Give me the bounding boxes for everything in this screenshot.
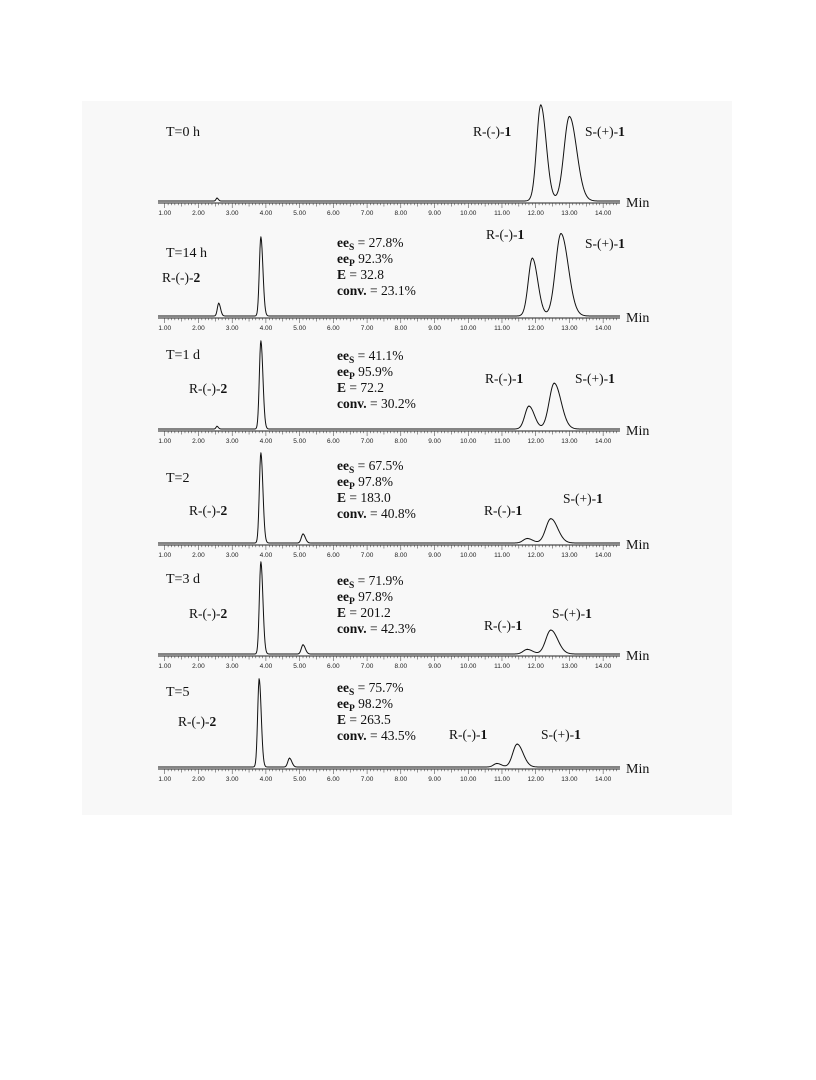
stat-line: E = 201.2 [337,605,391,620]
chromatogram-panel [158,227,649,332]
x-tick-label: 5.00 [293,210,306,217]
stat-line: $ee_P$ 95.9% [337,364,394,382]
x-tick-label: 1.00 [158,776,172,783]
peak-apex-point [496,763,497,764]
x-tick-label: 12.00 [527,552,544,559]
panel-time-label: T=0 h [166,125,200,140]
peak-apex-point [528,406,529,407]
panel-time-label: T=1 d [166,348,200,363]
peak-label: R-(-)-1 [473,124,512,139]
x-tick-label: 11.00 [494,663,510,670]
x-tick-label: 3.00 [225,438,239,445]
axis-unit-label: Min [626,424,650,439]
x-tick-label: 10.00 [460,438,477,445]
stat-line: conv. = 30.2% [337,396,416,411]
axis-unit-label: Min [626,311,650,326]
peak-apex-point [569,116,570,117]
x-tick-label: 6.00 [327,663,340,670]
x-tick-label: 3.00 [225,210,239,217]
peak-apex-point [260,452,261,453]
x-tick-label: 7.00 [360,663,374,670]
x-tick-label: 7.00 [360,552,374,559]
peak-label: R-(-)-2 [189,503,228,518]
chromatogram-panel [158,561,649,670]
x-tick-label: 14.00 [594,210,612,217]
stat-line: conv. = 42.3% [337,621,416,636]
x-tick-label: 8.00 [394,438,408,445]
stat-line: conv. = 23.1% [337,283,416,298]
peak-label: S-(+)-1 [575,371,615,386]
x-tick-label: 10.00 [460,552,477,559]
peak-label: S-(+)-1 [541,727,581,742]
peak-apex-point [517,744,518,745]
x-tick-label: 2.00 [192,438,205,445]
x-tick-label: 7.00 [360,325,374,332]
peak-apex-point [540,104,541,105]
peak-apex-point [302,644,303,645]
x-tick-label: 6.00 [327,438,340,445]
x-tick-label: 4.00 [259,438,273,445]
x-tick-label: 11.00 [494,325,510,332]
x-tick-label: 7.00 [360,210,374,217]
x-tick-label: 4.00 [259,325,273,332]
peak-label: R-(-)-2 [162,270,201,285]
stat-line: $ee_S = 41.1\%$ [337,348,404,366]
x-tick-label: 9.00 [428,552,441,559]
x-tick-label: 11.00 [494,552,510,559]
panel-time-label: T=5 [166,685,190,700]
stat-line: E = 32.8 [337,267,385,282]
panel-time-label: T=2 [166,471,190,486]
x-tick-label: 5.00 [293,663,306,670]
peak-label: R-(-)-2 [189,381,228,396]
x-tick-label: 1.00 [158,438,172,445]
x-tick-label: 11.00 [494,438,510,445]
stat-line: E = 72.2 [337,380,385,395]
x-tick-label: 3.00 [225,325,239,332]
x-tick-label: 2.00 [192,663,205,670]
x-tick-label: 9.00 [428,663,441,670]
peak-label: R-(-)-1 [485,371,524,386]
peak-apex-point [554,383,555,384]
peak-label: S-(+)-1 [552,606,592,621]
stat-line: conv. = 43.5% [337,728,416,743]
x-tick-label: 11.00 [494,776,510,783]
x-tick-label: 13.00 [561,325,578,332]
stat-line: $ee_P$ 92.3% [337,251,394,269]
x-tick-label: 14.00 [594,438,612,445]
x-tick-label: 5.00 [293,438,306,445]
x-tick-label: 10.00 [460,776,477,783]
peak-label: S-(+)-1 [563,491,603,506]
x-tick-label: 5.00 [293,776,306,783]
x-tick-label: 5.00 [293,552,306,559]
x-tick-label: 14.00 [594,663,612,670]
chromatogram-panel [158,104,649,217]
x-tick-label: 12.00 [527,438,544,445]
peak-apex-point [532,258,533,259]
peak-label: R-(-)-1 [486,227,525,242]
x-tick-label: 4.00 [259,776,273,783]
peak-label: R-(-)-1 [484,618,523,633]
x-tick-label: 12.00 [527,776,544,783]
stat-line: $ee_S = 71.9\%$ [337,573,404,591]
x-tick-label: 14.00 [594,776,612,783]
peak-label: S-(+)-1 [585,236,625,251]
x-tick-label: 2.00 [192,552,205,559]
peak-apex-point [260,561,261,562]
x-tick-label: 10.00 [460,325,477,332]
x-tick-label: 12.00 [527,210,544,217]
peak-apex-point [527,649,528,650]
x-tick-label: 4.00 [259,552,273,559]
stat-line: $ee_S = 67.5\%$ [337,458,404,476]
peak-apex-point [550,518,551,519]
x-tick-label: 13.00 [561,552,578,559]
x-tick-label: 2.00 [192,325,205,332]
x-tick-label: 9.00 [428,438,441,445]
axis-unit-label: Min [626,538,650,553]
peak-apex-point [218,303,219,304]
x-tick-label: 1.00 [158,552,172,559]
panel-time-label: T=14 h [166,246,207,261]
peak-label: R-(-)-2 [189,606,228,621]
peak-label: R-(-)-2 [178,714,217,729]
x-tick-label: 3.00 [225,663,239,670]
x-tick-label: 13.00 [561,776,578,783]
stat-line: conv. = 40.8% [337,506,416,521]
stat-line: E = 183.0 [337,490,391,505]
x-tick-label: 2.00 [192,210,205,217]
x-tick-label: 13.00 [561,210,578,217]
stat-line: $ee_P$ 97.8% [337,589,394,607]
x-tick-label: 13.00 [561,438,578,445]
x-tick-label: 3.00 [225,552,239,559]
stat-line: $ee_P$ 98.2% [337,696,394,714]
chromatogram-panel [158,678,649,783]
x-tick-label: 12.00 [527,325,544,332]
x-tick-label: 1.00 [158,210,172,217]
x-tick-label: 3.00 [225,776,239,783]
x-tick-label: 9.00 [428,325,441,332]
peak-apex-point [289,758,290,759]
peak-apex-point [550,629,551,630]
x-tick-label: 4.00 [259,210,273,217]
peak-apex-point [259,678,260,679]
x-tick-label: 8.00 [394,210,408,217]
x-tick-label: 2.00 [192,776,205,783]
x-tick-label: 8.00 [394,663,408,670]
peak-label: S-(+)-1 [585,124,625,139]
x-tick-label: 6.00 [327,210,340,217]
x-tick-label: 10.00 [460,663,477,670]
peak-apex-point [216,198,217,199]
peak-apex-point [216,426,217,427]
x-tick-label: 6.00 [327,776,340,783]
x-tick-label: 9.00 [428,776,441,783]
x-tick-label: 6.00 [327,552,340,559]
x-tick-label: 1.00 [158,325,172,332]
x-tick-label: 7.00 [360,438,374,445]
x-tick-label: 11.00 [494,210,510,217]
chromatogram-panel [158,340,649,445]
x-tick-label: 10.00 [460,210,477,217]
x-tick-label: 6.00 [327,325,340,332]
axis-unit-label: Min [626,196,650,211]
x-tick-label: 13.00 [561,663,578,670]
axis-unit-label: Min [626,649,650,664]
stat-line: E = 263.5 [337,712,391,727]
stat-line: $ee_P$ 97.8% [337,474,394,492]
x-tick-label: 7.00 [360,776,374,783]
stat-line: $ee_S = 27.8\%$ [337,235,404,253]
chromatogram-panel [158,452,649,559]
x-tick-label: 1.00 [158,663,172,670]
peak-apex-point [260,340,261,341]
x-tick-label: 4.00 [259,663,273,670]
panel-time-label: T=3 d [166,572,200,587]
chromatogram-trace [158,105,620,201]
peak-label: R-(-)-1 [449,727,488,742]
x-tick-label: 5.00 [293,325,306,332]
axis-unit-label: Min [626,762,650,777]
peak-apex-point [527,538,528,539]
x-tick-label: 14.00 [594,325,612,332]
peak-apex-point [260,236,261,237]
peak-apex-point [560,233,561,234]
stat-line: $ee_S = 75.7\%$ [337,680,404,698]
x-tick-label: 14.00 [594,552,612,559]
x-tick-label: 9.00 [428,210,441,217]
x-tick-label: 12.00 [527,663,544,670]
x-tick-label: 8.00 [394,552,408,559]
x-tick-label: 8.00 [394,776,408,783]
peak-apex-point [302,533,303,534]
x-tick-label: 8.00 [394,325,408,332]
peak-label: R-(-)-1 [484,503,523,518]
